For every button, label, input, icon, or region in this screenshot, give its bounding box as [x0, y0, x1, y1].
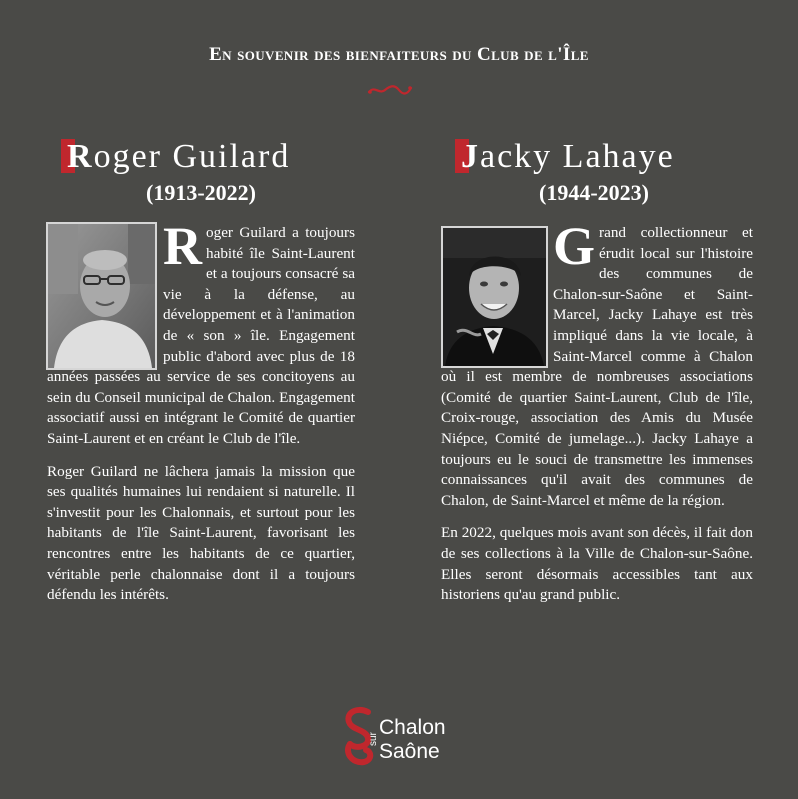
drop-cap: R: [163, 216, 202, 276]
name-rest: oger Guilard: [93, 138, 291, 175]
bio-left: [47, 216, 355, 618]
name-initial: R: [67, 138, 94, 175]
logo-word-chalon: Chalon: [379, 716, 446, 739]
bio-paragraph: Grand collectionneur et érudit local sur l'histoire des communes de Chalon-sur-Saône et Saint-Marcel, Jacky Lahaye est très impliqué dans la vie locale, à Saint-Marcel comme à Chalon où il est membre de nombreuses associations (Comité de quartier Saint-Laurent, Club de l'île, Croix-rouge, association des Amis du Musée Niépce, Comité de jumelage...). Jacky Lahaye a toujours eu le souci de transmettre les immenses connaissances qu'il avait des communes de Chalon, de Saint-Marcel et même de la région.: [441, 216, 753, 509]
person-name-left: [61, 138, 290, 176]
drop-cap: G: [553, 216, 596, 276]
ornament-icon: [367, 83, 413, 97]
person-years-left: (1913-2022): [146, 180, 256, 205]
bio-paragraph: Roger Guilard ne lâchera jamais la mission que ses qualités humaines lui rendaient si naturelle. Il s'investit pour les Chalonnais, et surtout pour les habitants de l'île Saint-Laurent, favorisant les rencontres entre les habitants de ce quartier, véritable perle chalonnaise dont il a toujours défendu les intérêts.: [47, 462, 355, 604]
name-initial: J: [461, 138, 480, 175]
bio-paragraph: Roger Guilard a toujours habité île Saint-Laurent et a toujours consacré sa vie à la défense, au développement et à l'animation de « son » île. Engagement public d'abord avec plus de 18 années passées au service de ses concitoyens au sein du Conseil municipal de Chalon. Engagement associatif aussi en intégrant le Comité de quartier Saint-Laurent et en créant le Club de l'île.: [47, 216, 355, 447]
bio-paragraph: En 2022, quelques mois avant son décès, il fait don de ses collections à la Ville de Chalon-sur-Saône. Elles seront désormais accessibles tant aux historiens qu'au grand public.: [441, 524, 753, 604]
bio-right: [441, 216, 753, 618]
person-name-right: [455, 138, 675, 176]
logo-word-sur: sur: [368, 732, 379, 746]
name-rest: acky Lahaye: [480, 138, 675, 175]
chalon-logo: [342, 706, 460, 770]
person-years-right: (1944-2023): [539, 180, 649, 205]
logo-word-saone: Saône: [379, 740, 440, 763]
page-title: En souvenir des bienfaiteurs du Club de l'Île: [209, 44, 589, 65]
